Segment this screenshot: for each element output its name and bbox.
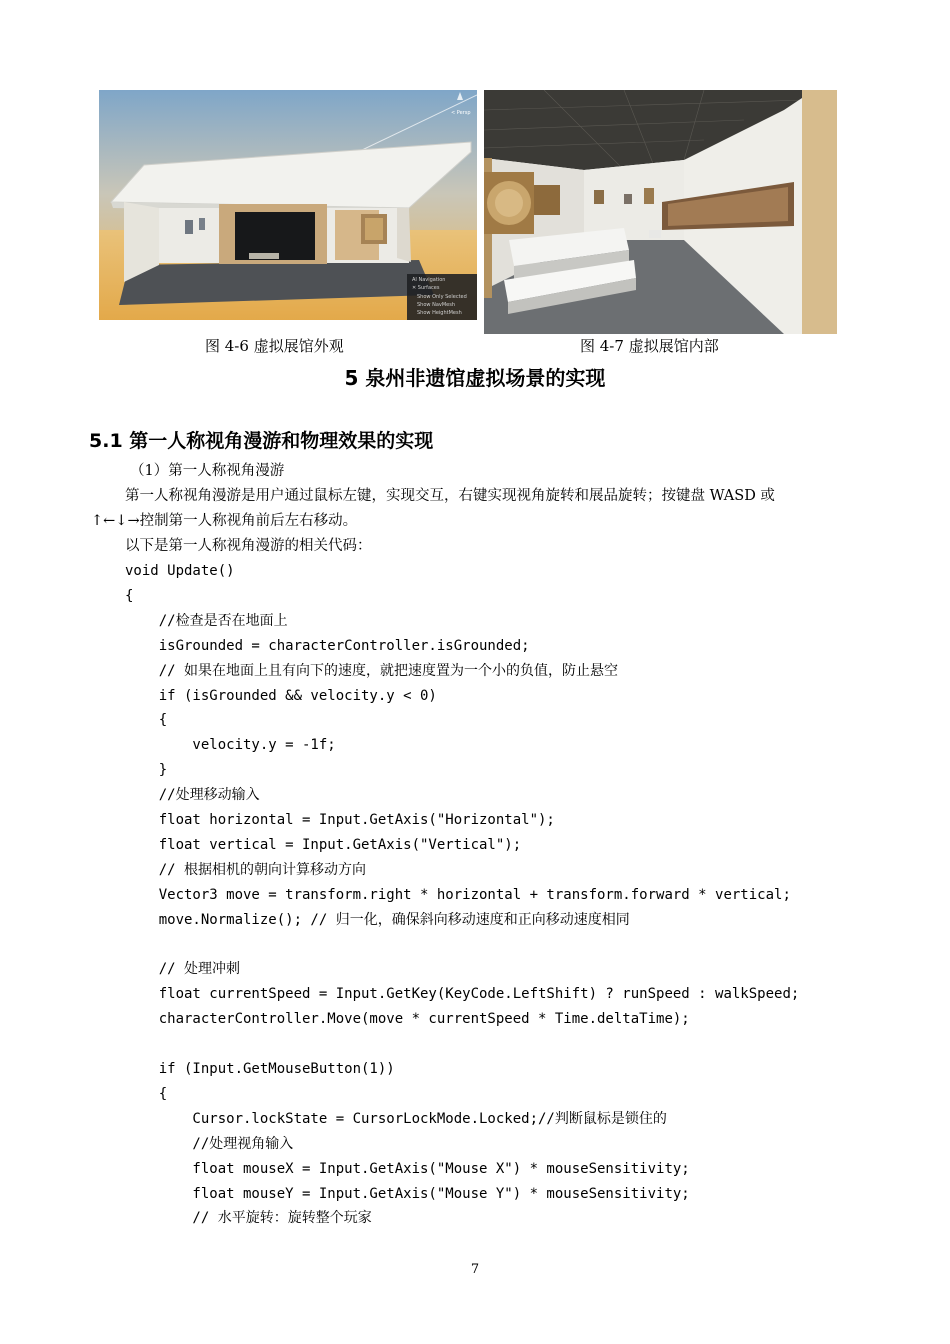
code-line: Vector3 move = transform.right * horizontal + transform.forward * vertical; bbox=[125, 887, 791, 903]
code-line: Cursor.lockState = CursorLockMode.Locked;//判断鼠标是锁住的 bbox=[125, 1111, 667, 1127]
figure-caption: 图 4-6 虚拟展馆外观 bbox=[205, 337, 344, 355]
code-line: //检查是否在地面上 bbox=[125, 613, 288, 629]
code-line: { bbox=[125, 588, 134, 604]
code-line: // 如果在地面上且有向下的速度，就把速度置为一个小的负值，防止悬空 bbox=[125, 663, 618, 679]
code-line: if (Input.GetMouseButton(1)) bbox=[125, 1061, 395, 1077]
code-line: // 根据相机的朝向计算移动方向 bbox=[125, 862, 367, 878]
subsection-title: 5.1 第一人称视角漫游和物理效果的实现 bbox=[89, 430, 434, 452]
overlay-menu-item: ✕ Surfaces bbox=[412, 285, 440, 291]
exhibition-exterior-image bbox=[99, 90, 477, 320]
code-line: { bbox=[125, 1086, 168, 1102]
code-line: //处理视角输入 bbox=[125, 1136, 294, 1152]
page-number: 7 bbox=[470, 1262, 480, 1277]
code-line: velocity.y = -1f; bbox=[125, 737, 336, 753]
code-line: // 处理冲刺 bbox=[125, 961, 241, 977]
overlay-menu-item: Show Only Selected bbox=[417, 294, 467, 300]
paragraph-line: 第一人称视角漫游是用户通过鼠标左键，实现交互，右键实现视角旋转和展品旋转；按键盘 WASD 或 bbox=[125, 488, 775, 504]
overlay-menu-item: Show HeightMesh bbox=[417, 310, 462, 316]
exhibition-interior-image bbox=[484, 90, 837, 334]
list-item-heading: （1）第一人称视角漫游 bbox=[130, 463, 285, 479]
code-line: float horizontal = Input.GetAxis("Horizontal"); bbox=[125, 812, 555, 828]
code-line: void Update() bbox=[125, 563, 235, 579]
code-line: } bbox=[125, 762, 168, 778]
code-line: { bbox=[125, 712, 168, 728]
code-line: float mouseX = Input.GetAxis("Mouse X") * mouseSensitivity; bbox=[125, 1161, 690, 1177]
code-line: float currentSpeed = Input.GetKey(KeyCode.LeftShift) ? runSpeed : walkSpeed; bbox=[125, 986, 800, 1002]
section-title: 5 泉州非遗馆虚拟场景的实现 bbox=[344, 366, 606, 390]
overlay-menu-item: Show NavMesh bbox=[417, 302, 456, 308]
figure-caption: 图 4-7 虚拟展馆内部 bbox=[580, 337, 719, 355]
code-line: isGrounded = characterController.isGrounded; bbox=[125, 638, 530, 654]
persp-label: < Persp bbox=[451, 110, 471, 116]
code-line: // 水平旋转：旋转整个玩家 bbox=[125, 1210, 372, 1226]
code-line: float mouseY = Input.GetAxis("Mouse Y") * mouseSensitivity; bbox=[125, 1186, 690, 1202]
code-line: float vertical = Input.GetAxis("Vertical"); bbox=[125, 837, 522, 853]
paragraph-line: ↑←↓→控制第一人称视角前后左右移动。 bbox=[91, 513, 358, 529]
code-line: characterController.Move(move * currentSpeed * Time.deltaTime); bbox=[125, 1011, 690, 1027]
code-line: move.Normalize(); // 归一化，确保斜向移动速度和正向移动速度相同 bbox=[125, 912, 630, 928]
paragraph-line: 以下是第一人称视角漫游的相关代码： bbox=[125, 538, 372, 554]
code-line: //处理移动输入 bbox=[125, 787, 260, 803]
overlay-menu-item: AI Navigation bbox=[412, 277, 446, 283]
code-line: if (isGrounded && velocity.y < 0) bbox=[125, 688, 437, 704]
